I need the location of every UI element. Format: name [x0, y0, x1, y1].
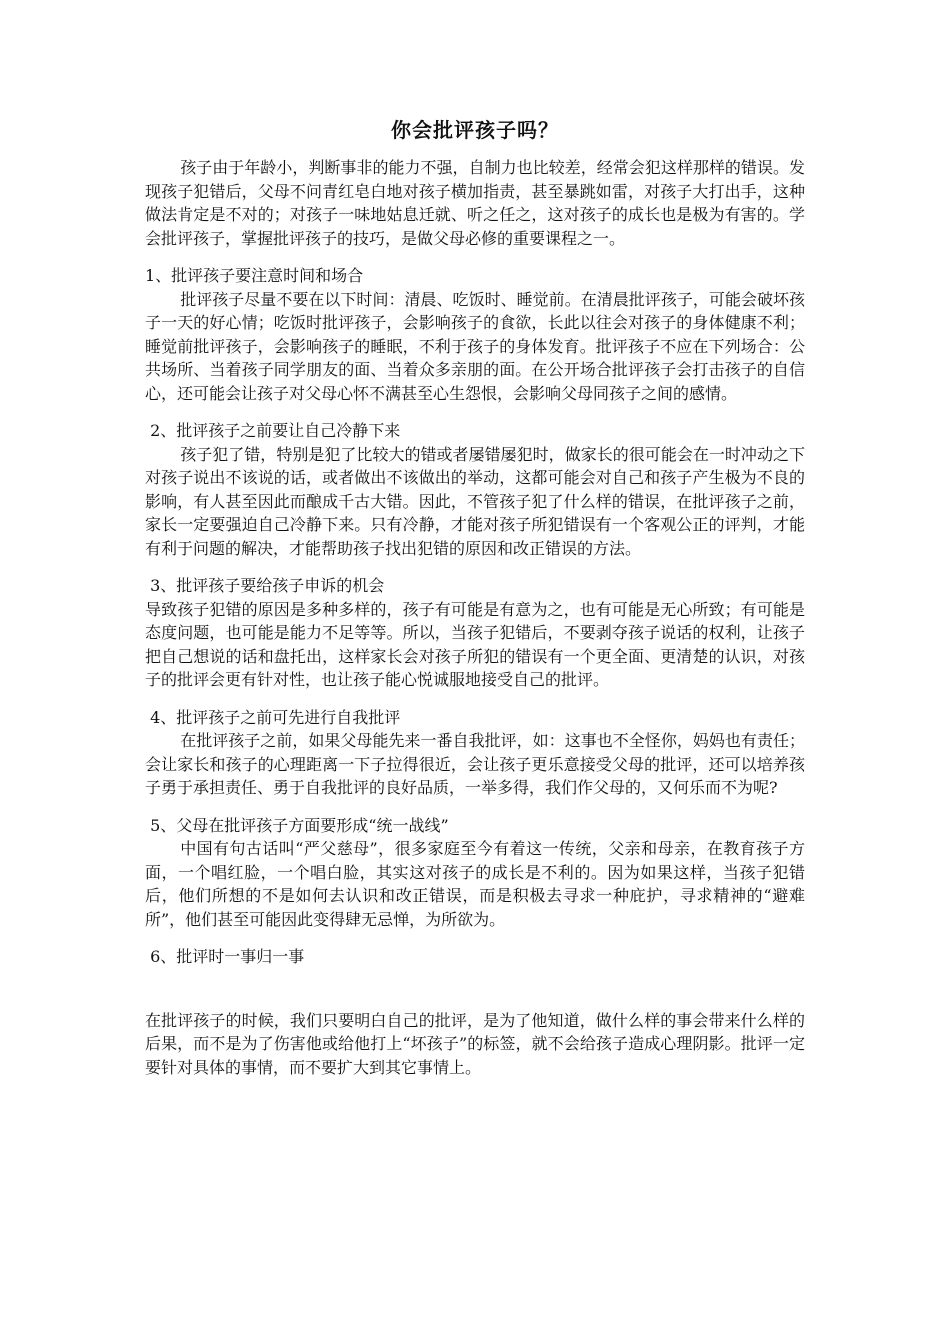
section-1-heading: 1、批评孩子要注意时间和场合 — [145, 266, 364, 285]
section-2-heading: 2、批评孩子之前要让自己冷静下来 — [145, 421, 401, 440]
section-6-heading: 6、批评时一事归一事 — [145, 947, 305, 966]
section-5-heading: 5、父母在批评孩子方面要形成“统一战线” — [145, 815, 449, 835]
section-1-body: 批评孩子尽量不要在以下时间：清晨、吃饭时、睡觉前。在清晨批评孩子，可能会破坏孩子一天的好心情；吃饭时批评孩子，会影响孩子的食欲，长此以往会对孩子的身体健康不利； 睡觉前批评孩子，会影响孩子的睡眠，不利于孩子的身体发育。批评孩子不应在下列场合：公共场所、当着孩子同学朋友的面、当着众多亲朋的面。在公开场合批评孩子会打击孩子的自信心，还可能会让孩子对父母心怀不满甚至心生怨恨，会影响父母同孩子之间的感情。 — [145, 289, 805, 403]
section-6-body: 在批评孩子的时候，我们只要明白自己的批评，是为了他知道，做什么样的事会带来什么样的后果，而不是为了伤害他或给他打上“坏孩子”的标签，就不会给孩子造成心理阴影。批评一定要针对具体的事情，而不要扩大到其它事情上。 — [145, 1010, 805, 1077]
section-2-body: 孩子犯了错，特别是犯了比较大的错或者屡错屡犯时，做家长的很可能会在一时冲动之下对孩子说出不该说的话，或者做出不该做出的举动，这都可能会对自己和孩子产生极为不良的影响，有人甚至因此而酿成千古大错。因此，不管孩子犯了什么样的错误，在批评孩子之前，家长一定要强迫自己冷静下来。只有冷静，才能对孩子所犯错误有一个客观公正的评判，才能有利于问题的解决，才能帮助孩子找出犯错的原因和改正错误的方法。 — [145, 444, 805, 558]
section-4-heading: 4、批评孩子之前可先进行自我批评 — [145, 707, 401, 727]
intro-paragraph: 孩子由于年龄小，判断事非的能力不强，自制力也比较差，经常会犯这样那样的错误。发现孩子犯错后，父母不问青红皂白地对孩子横加指责，甚至暴跳如雷，对孩子大打出手，这种做法肯定是不对的；对孩子一味地姑息迁就、听之任之，这对孩子的成长也是极为有害的。学会批评孩子，掌握批评孩子的技巧，是做父母必修的重要课程之一。 — [145, 158, 805, 248]
document-page — [145, 112, 805, 1079]
section-3-body: 导致孩子犯错的原因是多种多样的，孩子有可能是有意为之，也有可能是无心所致；有可能是态度问题，也可能是能力不足等等。所以，当孩子犯错后，不要剥夺孩子说话的权利，让孩子把自己想说的话和盘托出，这样家长会对孩子所犯的错误有一个更全面、更清楚的认识，对孩子的批评会更有针对性，也让孩子能心悦诚服地接受自己的批评。 — [145, 599, 805, 689]
section-3-heading: 3、批评孩子要给孩子申诉的机会 — [145, 576, 385, 595]
section-5-body: 中国有句古话叫“严父慈母”，很多家庭至今有着这一传统，父亲和母亲，在教育孩子方面，一个唱红脸，一个唱白脸，其实这对孩子的成长是不利的。因为如果这样，当孩子犯错后，他们所想的不是如何去认识和改正错误，而是积极去寻求一种庇护，寻求精神的“避难所”，他们甚至可能因此变得肆无忌惮，为所欲为。 — [145, 839, 805, 929]
document-title: 你会批评孩子吗？ — [391, 118, 559, 142]
section-4-body: 在批评孩子之前，如果父母能先来一番自我批评，如：这事也不全怪你，妈妈也有责任；会让家长和孩子的心理距离一下子拉得很近，会让孩子更乐意接受父母的批评，还可以培养孩子勇于承担责任、勇于自我批评的良好品质，一举多得，我们作父母的，又何乐而不为呢? — [145, 731, 805, 797]
